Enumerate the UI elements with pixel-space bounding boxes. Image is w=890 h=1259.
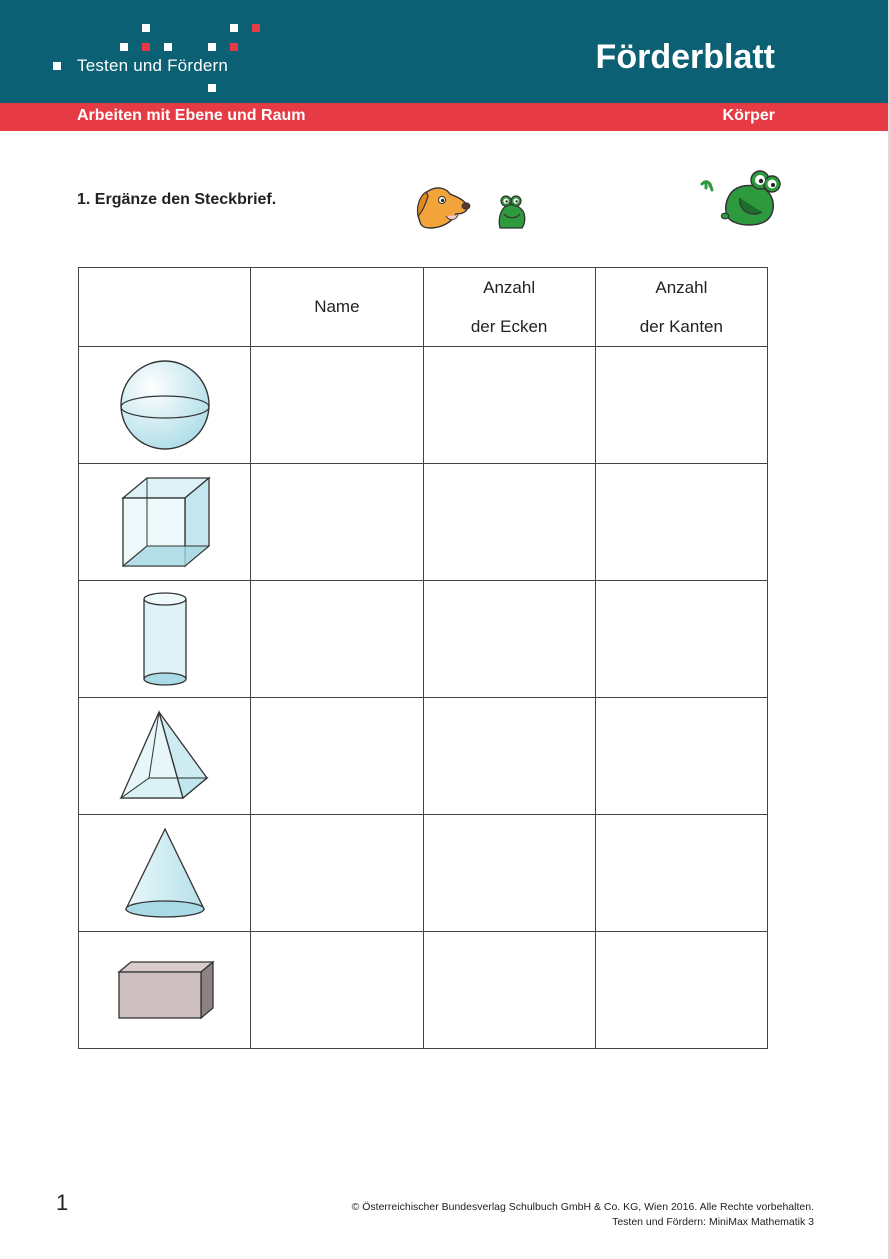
- copyright-text: © Österreichischer Bundesverlag Schulbuch GmbH & Co. KG, Wien 2016. Alle Rechte vorbehalten.: [351, 1201, 814, 1213]
- shape-cell: [79, 815, 251, 932]
- table-row: [79, 347, 768, 464]
- header-cell-shape: [79, 268, 251, 347]
- kanten-input-cell[interactable]: [595, 698, 767, 815]
- kanten-input-cell[interactable]: [595, 932, 767, 1049]
- header-ecken-line2: der Ecken: [470, 317, 548, 336]
- name-input-cell[interactable]: [251, 347, 423, 464]
- kanten-input-cell[interactable]: [595, 347, 767, 464]
- shape-cell: [79, 347, 251, 464]
- name-input-cell[interactable]: [251, 581, 423, 698]
- frog-mascot-icon: [698, 168, 782, 230]
- ecken-input-cell[interactable]: [423, 464, 595, 581]
- header-name-label: Name: [314, 297, 360, 316]
- series-text: Testen und Fördern: MiniMax Mathematik 3: [612, 1216, 814, 1228]
- table-row: [79, 932, 768, 1049]
- header-kanten-line1: Anzahl: [655, 278, 708, 297]
- task-instruction: 1. Ergänze den Steckbrief.: [77, 191, 277, 208]
- table-row: [79, 464, 768, 581]
- kanten-input-cell[interactable]: [595, 815, 767, 932]
- table-row: [79, 581, 768, 698]
- sub-topic-label: Körper: [722, 107, 775, 124]
- small-frog-mascot-icon: [494, 192, 530, 230]
- topic-label: Arbeiten mit Ebene und Raum: [77, 107, 306, 124]
- footer-credits: [352, 1200, 814, 1230]
- ecken-input-cell[interactable]: [423, 932, 595, 1049]
- cube-icon: [117, 474, 213, 570]
- table-row: [79, 698, 768, 815]
- kanten-input-cell[interactable]: [595, 581, 767, 698]
- page-title: Förderblatt: [595, 38, 775, 76]
- shape-cell: [79, 581, 251, 698]
- header-ecken-line1: Anzahl: [483, 278, 536, 297]
- ecken-input-cell[interactable]: [423, 815, 595, 932]
- page-number: 1: [56, 1190, 69, 1215]
- cuboid-icon: [115, 958, 215, 1022]
- kanten-input-cell[interactable]: [595, 464, 767, 581]
- ecken-input-cell[interactable]: [423, 581, 595, 698]
- page-header: [0, 0, 890, 103]
- name-input-cell[interactable]: [251, 815, 423, 932]
- table-row: [79, 815, 768, 932]
- name-input-cell[interactable]: [251, 698, 423, 815]
- name-input-cell[interactable]: [251, 464, 423, 581]
- shape-cell: [79, 932, 251, 1049]
- sphere-icon: [117, 357, 213, 453]
- cone-icon: [120, 825, 210, 921]
- header-cell-kanten: [595, 268, 767, 347]
- pyramid-icon: [117, 708, 213, 804]
- header-kanten-line2: der Kanten: [639, 317, 723, 336]
- cylinder-icon: [140, 591, 190, 687]
- ecken-input-cell[interactable]: [423, 698, 595, 815]
- shape-cell: [79, 464, 251, 581]
- shape-cell: [79, 698, 251, 815]
- name-input-cell[interactable]: [251, 932, 423, 1049]
- table-header-row: [79, 268, 768, 347]
- ecken-input-cell[interactable]: [423, 347, 595, 464]
- brand-logo-text: Testen und Fördern: [77, 56, 229, 75]
- header-cell-name: [251, 268, 423, 347]
- dog-mascot-icon: [412, 182, 472, 234]
- logo-squares-icon: [0, 0, 300, 103]
- steckbrief-table: [78, 267, 768, 1049]
- header-cell-ecken: [423, 268, 595, 347]
